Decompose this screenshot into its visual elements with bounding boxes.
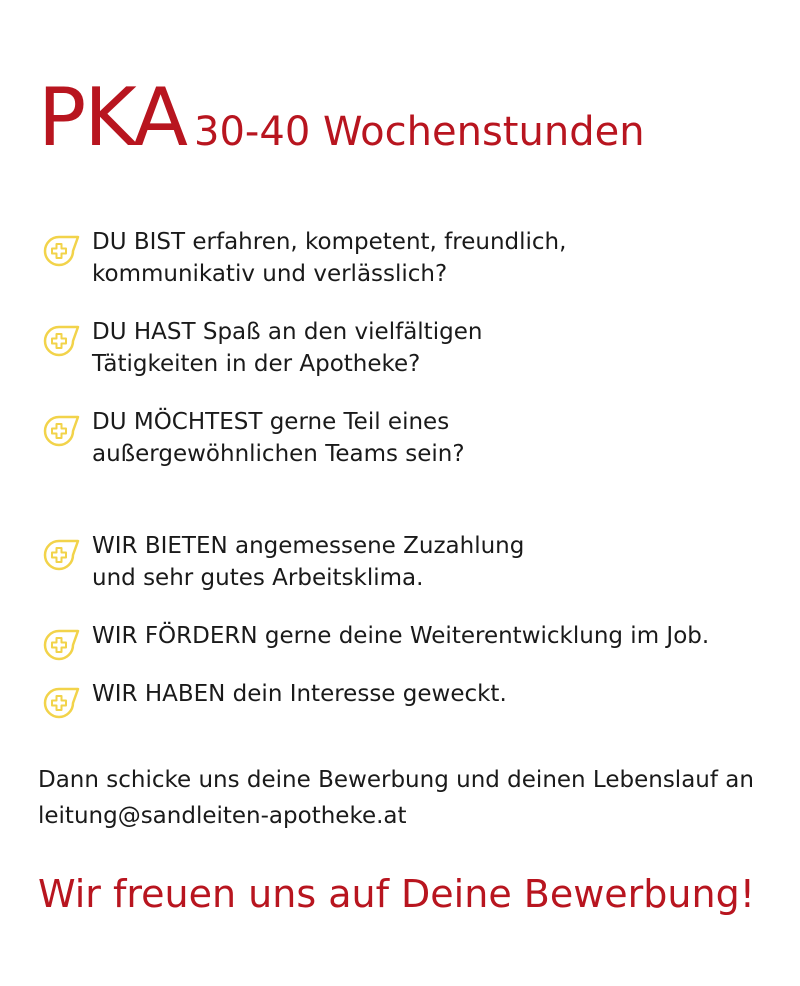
closing-statement: Wir freuen uns auf Deine Bewerbung!: [38, 872, 755, 916]
contact-text: Dann schicke uns deine Bewerbung und deinen Lebenslauf an: [38, 767, 754, 793]
bullet-text-line: WIR FÖRDERN gerne deine Weiterentwicklung im Job.: [92, 623, 710, 649]
bullet-item: [38, 530, 524, 594]
bullet-text-line: DU MÖCHTEST gerne Teil eines: [92, 409, 450, 435]
bullet-item: [38, 678, 507, 724]
pharmacy-cross-icon: [38, 320, 80, 362]
pharmacy-cross-icon: [38, 624, 80, 666]
bullet-item: [38, 406, 465, 470]
bullet-text-line: WIR BIETEN angemessene Zuzahlung: [92, 533, 525, 559]
bullet-text-line: und sehr gutes Arbeitsklima.: [92, 565, 424, 591]
bullet-item: [38, 316, 482, 380]
contact-block: [38, 762, 754, 834]
bullet-text-line: Tätigkeiten in der Apotheke?: [92, 351, 421, 377]
bullet-item: [38, 620, 709, 666]
pharmacy-cross-icon: [38, 410, 80, 452]
headline-subtitle: 30-40 Wochenstunden: [194, 109, 645, 155]
pharmacy-cross-icon: [38, 230, 80, 272]
bullet-text-line: außergewöhnlichen Teams sein?: [92, 441, 465, 467]
contact-email: leitung@sandleiten-apotheke.at: [38, 803, 407, 829]
bullet-text-line: DU BIST erfahren, kompetent, freundlich,: [92, 229, 567, 255]
pharmacy-cross-icon: [38, 534, 80, 576]
bullet-text-line: DU HAST Spaß an den vielfältigen: [92, 319, 483, 345]
headline: [38, 71, 645, 164]
headline-title: PKA: [38, 71, 187, 164]
bullet-text-line: kommunikativ und verlässlich?: [92, 261, 448, 287]
bullet-text-line: WIR HABEN dein Interesse geweckt.: [92, 681, 507, 707]
bullet-item: [38, 226, 566, 290]
pharmacy-cross-icon: [38, 682, 80, 724]
